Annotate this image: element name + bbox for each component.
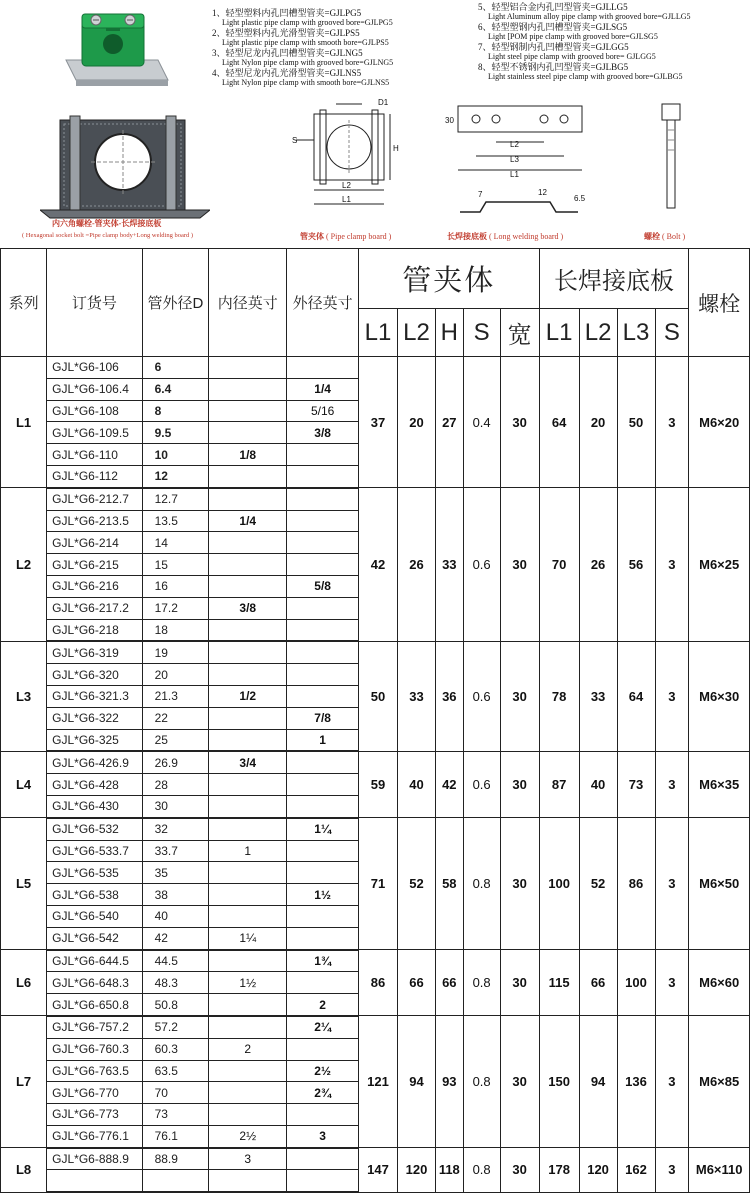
- order-no-cell: GJL*G6-648.3: [47, 972, 142, 994]
- inner-inch-cell: 1½: [209, 972, 287, 994]
- bolt-size-cell: M6×50: [689, 818, 750, 950]
- order-no-cell: GJL*G6-538: [47, 884, 142, 906]
- inner-inch-cell: [209, 1170, 287, 1192]
- clamp-width-cell: 30: [500, 357, 539, 488]
- order-no-cell: GJL*G6-430: [47, 795, 142, 817]
- od-cell: 12: [142, 465, 209, 487]
- board-l1-cell: 87: [539, 751, 579, 817]
- board-l3-cell: 136: [617, 1016, 655, 1148]
- clamp-type-3: 3、轻型尼龙内孔凹槽型管夹=GJLNG5 Light Nylon pipe clamp with grooved bore=GJLNG5: [212, 48, 394, 67]
- series-cell: L6: [1, 950, 47, 1016]
- dim-7: 7: [478, 190, 483, 199]
- assembly-caption-en: ( Hexagonal socket bolt =Pipe clamp body+Long welding board ): [22, 232, 194, 239]
- board-s-cell: 3: [655, 641, 689, 751]
- clamp-l1-cell: 71: [359, 818, 398, 950]
- bolt-size-cell: M6×35: [689, 751, 750, 817]
- series-cell: L5: [1, 818, 47, 950]
- inner-inch-cell: [209, 950, 287, 972]
- od-cell: 44.5: [142, 950, 209, 972]
- clamp-width-cell: 30: [500, 488, 539, 642]
- order-no-cell: GJL*G6-213.5: [47, 510, 142, 532]
- clamp-l1-cell: 42: [359, 488, 398, 642]
- bolt-size-cell: M6×25: [689, 488, 750, 642]
- order-no-cell: GJL*G6-773: [47, 1104, 142, 1126]
- clamp-s-cell: 0.4: [463, 357, 500, 488]
- header-clamp-width: 宽: [500, 309, 539, 357]
- order-no-cell: GJL*G6-110: [47, 444, 142, 466]
- clamp-h-cell: 33: [435, 488, 463, 642]
- od-cell: 6: [142, 357, 209, 379]
- outer-inch-cell: 1/4: [287, 378, 359, 400]
- inner-inch-cell: [209, 532, 287, 554]
- od-cell: 73: [142, 1104, 209, 1126]
- board-l2-cell: 94: [579, 1016, 617, 1148]
- order-no-cell: GJL*G6-320: [47, 664, 142, 686]
- dim-12: 12: [538, 188, 547, 197]
- table-row: [1, 357, 750, 379]
- header-clamp-body: 管夹体: [359, 249, 540, 309]
- od-cell: 35: [142, 862, 209, 884]
- inner-inch-cell: [209, 422, 287, 444]
- od-cell: 22: [142, 707, 209, 729]
- clamp-l1-cell: 50: [359, 641, 398, 751]
- inner-inch-cell: [209, 554, 287, 576]
- order-no-cell: GJL*G6-218: [47, 619, 142, 641]
- clamp-type-5: 5、轻型铝合金内孔凹型管夹=GJLLG5 Light Aluminum alloy pipe clamp with grooved bore=GJLLG5: [478, 2, 691, 21]
- outer-inch-cell: [287, 357, 359, 379]
- board-l1-cell: 70: [539, 488, 579, 642]
- bolt-size-cell: M6×85: [689, 1016, 750, 1148]
- od-cell: 50.8: [142, 994, 209, 1016]
- outer-inch-cell: [287, 795, 359, 817]
- order-no-cell: GJL*G6-109.5: [47, 422, 142, 444]
- od-cell: 6.4: [142, 378, 209, 400]
- order-no-cell: GJL*G6-106.4: [47, 378, 142, 400]
- header-series: 系列: [1, 249, 47, 357]
- outer-inch-cell: [287, 751, 359, 773]
- clamp-width-cell: 30: [500, 950, 539, 1016]
- board-l2-cell: 33: [579, 641, 617, 751]
- table-row: [1, 950, 750, 972]
- od-cell: 16: [142, 575, 209, 597]
- outer-inch-cell: [287, 488, 359, 510]
- header-clamp-h: H: [435, 309, 463, 357]
- outer-inch-cell: [287, 1170, 359, 1192]
- od-cell: 63.5: [142, 1060, 209, 1082]
- od-cell: 48.3: [142, 972, 209, 994]
- clamp-type-6: 6、轻型塑钢内孔凹槽型管夹=GJLSG5 Light [POM pipe clamp with grooved bore=GJLSG5: [478, 22, 658, 41]
- outer-inch-cell: 2½: [287, 1060, 359, 1082]
- bolt-drawing: [656, 100, 686, 218]
- od-cell: 26.9: [142, 751, 209, 773]
- inner-inch-cell: [209, 575, 287, 597]
- clamp-type-list-left: [212, 8, 452, 88]
- od-cell: 18: [142, 619, 209, 641]
- outer-inch-cell: [287, 774, 359, 796]
- order-no-cell: [47, 1170, 142, 1192]
- outer-inch-cell: [287, 862, 359, 884]
- header-od: 管外径D: [142, 249, 209, 357]
- od-cell: [142, 1170, 209, 1192]
- inner-inch-cell: 1/8: [209, 444, 287, 466]
- order-no-cell: GJL*G6-650.8: [47, 994, 142, 1016]
- inner-inch-cell: [209, 818, 287, 840]
- clamp-s-cell: 0.8: [463, 1016, 500, 1148]
- clamp-h-cell: 93: [435, 1016, 463, 1148]
- clamp-width-cell: 30: [500, 1148, 539, 1193]
- header-outer-inch: 外径英寸: [287, 249, 359, 357]
- inner-inch-cell: 2: [209, 1038, 287, 1060]
- order-no-cell: GJL*G6-216: [47, 575, 142, 597]
- od-cell: 33.7: [142, 840, 209, 862]
- bolt-size-cell: M6×60: [689, 950, 750, 1016]
- outer-inch-cell: [287, 619, 359, 641]
- outer-inch-cell: [287, 444, 359, 466]
- dim-d1: D1: [378, 98, 389, 107]
- outer-inch-cell: [287, 905, 359, 927]
- board-s-cell: 3: [655, 1016, 689, 1148]
- clamp-s-cell: 0.8: [463, 950, 500, 1016]
- dim-board-l3: L3: [510, 155, 519, 164]
- clamp-s-cell: 0.8: [463, 818, 500, 950]
- inner-inch-cell: [209, 1104, 287, 1126]
- outer-inch-cell: [287, 1038, 359, 1060]
- od-cell: 60.3: [142, 1038, 209, 1060]
- clamp-width-cell: 30: [500, 641, 539, 751]
- board-s-cell: 3: [655, 751, 689, 817]
- order-no-cell: GJL*G6-217.2: [47, 597, 142, 619]
- spec-table-body: [1, 357, 750, 1193]
- order-no-cell: GJL*G6-532: [47, 818, 142, 840]
- clamp-s-cell: 0.6: [463, 751, 500, 817]
- outer-inch-cell: 2: [287, 994, 359, 1016]
- clamp-l2-cell: 26: [398, 488, 436, 642]
- board-l1-cell: 178: [539, 1148, 579, 1193]
- board-s-cell: 3: [655, 950, 689, 1016]
- dim-board-l1: L1: [510, 170, 519, 179]
- od-cell: 8: [142, 400, 209, 422]
- outer-inch-cell: 3: [287, 1125, 359, 1147]
- outer-inch-cell: 1¼: [287, 818, 359, 840]
- order-no-cell: GJL*G6-760.3: [47, 1038, 142, 1060]
- inner-inch-cell: [209, 641, 287, 663]
- board-l1-cell: 64: [539, 357, 579, 488]
- inner-inch-cell: 3: [209, 1148, 287, 1170]
- series-cell: L1: [1, 357, 47, 488]
- order-no-cell: GJL*G6-535: [47, 862, 142, 884]
- order-no-cell: GJL*G6-112: [47, 465, 142, 487]
- od-cell: 25: [142, 729, 209, 751]
- inner-inch-cell: [209, 795, 287, 817]
- header-clamp-l2: L2: [398, 309, 436, 357]
- board-l3-cell: 50: [617, 357, 655, 488]
- table-row: [1, 1148, 750, 1170]
- clamp-type-4: 4、轻型尼龙内孔光滑型管夹=GJLNS5 Light Nylon pipe clamp with smooth bore=GJLNS5: [212, 68, 390, 87]
- clamp-h-cell: 36: [435, 641, 463, 751]
- clamp-l1-cell: 147: [359, 1148, 398, 1193]
- od-cell: 17.2: [142, 597, 209, 619]
- board-l3-cell: 162: [617, 1148, 655, 1193]
- od-cell: 38: [142, 884, 209, 906]
- inner-inch-cell: 1: [209, 840, 287, 862]
- outer-inch-cell: 2¾: [287, 1082, 359, 1104]
- board-l3-cell: 64: [617, 641, 655, 751]
- header-inner-inch: 内径英寸: [209, 249, 287, 357]
- board-l2-cell: 52: [579, 818, 617, 950]
- order-no-cell: GJL*G6-542: [47, 927, 142, 949]
- header-bolt: 螺栓: [689, 249, 750, 357]
- clamp-l2-cell: 94: [398, 1016, 436, 1148]
- inner-inch-cell: [209, 1060, 287, 1082]
- header-clamp-l1: L1: [359, 309, 398, 357]
- inner-inch-cell: [209, 729, 287, 751]
- od-cell: 14: [142, 532, 209, 554]
- dim-s: S: [292, 136, 298, 145]
- order-no-cell: GJL*G6-533.7: [47, 840, 142, 862]
- inner-inch-cell: [209, 1082, 287, 1104]
- header-welding-board: 长焊接底板: [539, 249, 689, 309]
- board-l2-cell: 40: [579, 751, 617, 817]
- table-row: [1, 488, 750, 510]
- assembly-caption: 内六角螺栓-管夹体-长焊接底板: [52, 219, 162, 228]
- clamp-l1-cell: 121: [359, 1016, 398, 1148]
- order-no-cell: GJL*G6-770: [47, 1082, 142, 1104]
- outer-inch-cell: 2¼: [287, 1016, 359, 1038]
- series-cell: L7: [1, 1016, 47, 1148]
- order-no-cell: GJL*G6-319: [47, 641, 142, 663]
- bolt-size-cell: M6×30: [689, 641, 750, 751]
- clamp-type-2: 2、轻型塑料内孔光滑型管夹=GJLPS5 Light plastic pipe clamp with smooth bore=GJLPS5: [212, 28, 389, 47]
- board-l3-cell: 86: [617, 818, 655, 950]
- inner-inch-cell: [209, 707, 287, 729]
- series-cell: L3: [1, 641, 47, 751]
- inner-inch-cell: 1/4: [209, 510, 287, 532]
- board-s-cell: 3: [655, 818, 689, 950]
- outer-inch-cell: [287, 510, 359, 532]
- od-cell: 42: [142, 927, 209, 949]
- board-l3-cell: 73: [617, 751, 655, 817]
- dim-l1: L1: [342, 195, 351, 204]
- od-cell: 57.2: [142, 1016, 209, 1038]
- table-row: [1, 641, 750, 663]
- clamp-h-cell: 27: [435, 357, 463, 488]
- clamp-s-cell: 0.6: [463, 488, 500, 642]
- dim-h: H: [393, 144, 399, 153]
- od-cell: 28: [142, 774, 209, 796]
- order-no-cell: GJL*G6-757.2: [47, 1016, 142, 1038]
- order-no-cell: GJL*G6-428: [47, 774, 142, 796]
- outer-inch-cell: [287, 465, 359, 487]
- outer-inch-cell: [287, 554, 359, 576]
- clamp-h-cell: 58: [435, 818, 463, 950]
- clamp-width-cell: 30: [500, 1016, 539, 1148]
- board-s-cell: 3: [655, 1148, 689, 1193]
- inner-inch-cell: 1¼: [209, 927, 287, 949]
- inner-inch-cell: [209, 465, 287, 487]
- order-no-cell: GJL*G6-215: [47, 554, 142, 576]
- order-no-cell: GJL*G6-776.1: [47, 1125, 142, 1147]
- welding-board-caption: 长焊接底板 ( Long welding board ): [447, 232, 564, 241]
- board-s-cell: 3: [655, 357, 689, 488]
- order-no-cell: GJL*G6-322: [47, 707, 142, 729]
- outer-inch-cell: [287, 1104, 359, 1126]
- outer-inch-cell: 1¾: [287, 950, 359, 972]
- order-no-cell: GJL*G6-540: [47, 905, 142, 927]
- outer-inch-cell: [287, 597, 359, 619]
- clamp-h-cell: 66: [435, 950, 463, 1016]
- clamp-s-cell: 0.8: [463, 1148, 500, 1193]
- order-no-cell: GJL*G6-763.5: [47, 1060, 142, 1082]
- outer-inch-cell: 1½: [287, 884, 359, 906]
- board-l2-cell: 20: [579, 357, 617, 488]
- outer-inch-cell: [287, 641, 359, 663]
- clamp-h-cell: 118: [435, 1148, 463, 1193]
- inner-inch-cell: [209, 774, 287, 796]
- od-cell: 13.5: [142, 510, 209, 532]
- table-row: [1, 1016, 750, 1038]
- od-cell: 70: [142, 1082, 209, 1104]
- outer-inch-cell: [287, 532, 359, 554]
- od-cell: 19: [142, 641, 209, 663]
- inner-inch-cell: [209, 378, 287, 400]
- clamp-l1-cell: 59: [359, 751, 398, 817]
- outer-inch-cell: [287, 840, 359, 862]
- od-cell: 9.5: [142, 422, 209, 444]
- clamp-type-7: 7、轻型钢制内孔凹槽型管夹=GJLGG5 Light steel pipe clamp with grooved bore= GJLGG5: [478, 42, 656, 61]
- outer-inch-cell: 3/8: [287, 422, 359, 444]
- inner-inch-cell: 3/8: [209, 597, 287, 619]
- outer-inch-cell: [287, 972, 359, 994]
- outer-inch-cell: [287, 1148, 359, 1170]
- inner-inch-cell: [209, 862, 287, 884]
- dim-6-5: 6.5: [574, 194, 586, 203]
- inner-inch-cell: [209, 994, 287, 1016]
- clamp-width-cell: 30: [500, 751, 539, 817]
- bolt-size-cell: M6×110: [689, 1148, 750, 1193]
- assembly-drawing: [40, 112, 210, 220]
- outer-inch-cell: 5/16: [287, 400, 359, 422]
- series-cell: L2: [1, 488, 47, 642]
- header-clamp-s: S: [463, 309, 500, 357]
- inner-inch-cell: 2½: [209, 1125, 287, 1147]
- od-cell: 40: [142, 905, 209, 927]
- dim-l2: L2: [342, 181, 351, 190]
- board-l2-cell: 120: [579, 1148, 617, 1193]
- bolt-size-cell: M6×20: [689, 357, 750, 488]
- pipe-clamp-photo: [62, 8, 172, 94]
- order-no-cell: GJL*G6-321.3: [47, 685, 142, 707]
- spec-table: [0, 248, 750, 1193]
- header-order-no: 订货号: [47, 249, 142, 357]
- board-l1-cell: 78: [539, 641, 579, 751]
- od-cell: 20: [142, 664, 209, 686]
- clamp-l2-cell: 66: [398, 950, 436, 1016]
- order-no-cell: GJL*G6-888.9: [47, 1148, 142, 1170]
- clamp-type-list-right: [478, 2, 748, 82]
- dim-30: 30: [445, 116, 454, 125]
- order-no-cell: GJL*G6-426.9: [47, 751, 142, 773]
- inner-inch-cell: [209, 400, 287, 422]
- outer-inch-cell: 7/8: [287, 707, 359, 729]
- header-board-s: S: [655, 309, 689, 357]
- order-no-cell: GJL*G6-212.7: [47, 488, 142, 510]
- od-cell: 21.3: [142, 685, 209, 707]
- clamp-l2-cell: 20: [398, 357, 436, 488]
- inner-inch-cell: [209, 1016, 287, 1038]
- header-board-l3: L3: [617, 309, 655, 357]
- outer-inch-cell: [287, 685, 359, 707]
- series-cell: L8: [1, 1148, 47, 1193]
- outer-inch-cell: 1: [287, 729, 359, 751]
- clamp-l2-cell: 40: [398, 751, 436, 817]
- order-no-cell: GJL*G6-106: [47, 357, 142, 379]
- clamp-l2-cell: 52: [398, 818, 436, 950]
- clamp-type-8: 8、轻型不锈钢内孔凹型管夹=GJLBG5 Light stainless steel pipe clamp with grooved bore=GJLBG5: [478, 62, 683, 81]
- clamp-l1-cell: 37: [359, 357, 398, 488]
- board-s-cell: 3: [655, 488, 689, 642]
- bolt-caption: 螺栓 ( Bolt ): [644, 232, 686, 241]
- od-cell: 30: [142, 795, 209, 817]
- dim-board-l2: L2: [510, 140, 519, 149]
- clamp-type-1: 1、轻型塑料内孔凹槽型管夹=GJLPG5 Light plastic pipe clamp with grooved bore=GJLPG5: [212, 8, 393, 27]
- inner-inch-cell: [209, 884, 287, 906]
- clamp-h-cell: 42: [435, 751, 463, 817]
- board-l1-cell: 150: [539, 1016, 579, 1148]
- product-info-header: [0, 0, 750, 245]
- od-cell: 15: [142, 554, 209, 576]
- inner-inch-cell: [209, 664, 287, 686]
- clamp-l2-cell: 120: [398, 1148, 436, 1193]
- board-l1-cell: 115: [539, 950, 579, 1016]
- header-board-l2: L2: [579, 309, 617, 357]
- inner-inch-cell: [209, 905, 287, 927]
- outer-inch-cell: [287, 927, 359, 949]
- series-cell: L4: [1, 751, 47, 817]
- outer-inch-cell: [287, 664, 359, 686]
- clamp-width-cell: 30: [500, 818, 539, 950]
- od-cell: 76.1: [142, 1125, 209, 1147]
- outer-inch-cell: 5/8: [287, 575, 359, 597]
- order-no-cell: GJL*G6-214: [47, 532, 142, 554]
- od-cell: 10: [142, 444, 209, 466]
- inner-inch-cell: [209, 619, 287, 641]
- order-no-cell: GJL*G6-108: [47, 400, 142, 422]
- inner-inch-cell: 3/4: [209, 751, 287, 773]
- header-board-l1: L1: [539, 309, 579, 357]
- board-l1-cell: 100: [539, 818, 579, 950]
- od-cell: 12.7: [142, 488, 209, 510]
- clamp-l2-cell: 33: [398, 641, 436, 751]
- inner-inch-cell: 1/2: [209, 685, 287, 707]
- table-row: [1, 751, 750, 773]
- board-l3-cell: 100: [617, 950, 655, 1016]
- od-cell: 32: [142, 818, 209, 840]
- board-l2-cell: 66: [579, 950, 617, 1016]
- clamp-body-caption: 管夹体 ( Pipe clamp board ): [300, 232, 392, 241]
- table-row: [1, 818, 750, 840]
- clamp-l1-cell: 86: [359, 950, 398, 1016]
- board-l3-cell: 56: [617, 488, 655, 642]
- inner-inch-cell: [209, 357, 287, 379]
- clamp-s-cell: 0.6: [463, 641, 500, 751]
- order-no-cell: GJL*G6-644.5: [47, 950, 142, 972]
- od-cell: 88.9: [142, 1148, 209, 1170]
- order-no-cell: GJL*G6-325: [47, 729, 142, 751]
- board-l2-cell: 26: [579, 488, 617, 642]
- inner-inch-cell: [209, 488, 287, 510]
